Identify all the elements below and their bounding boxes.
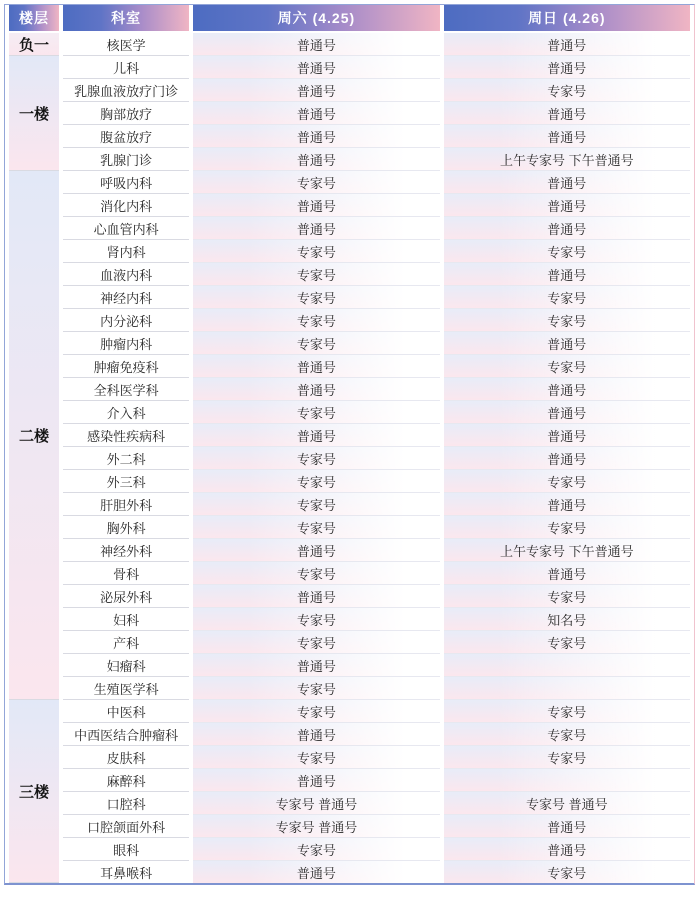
sunday-ticket-cell: 专家号 普通号 xyxy=(444,792,690,815)
sunday-ticket-cell: 普通号 xyxy=(444,102,690,125)
clinic-schedule-table xyxy=(4,4,695,885)
sunday-ticket-cell: 普通号 xyxy=(444,562,690,585)
sunday-ticket-cell: 知名号 xyxy=(444,608,690,631)
table-body xyxy=(9,33,690,883)
department-cell: 骨科 xyxy=(63,562,189,585)
header-saturday: 周六 (4.25) xyxy=(193,5,439,33)
saturday-ticket-cell: 专家号 xyxy=(193,746,439,769)
saturday-ticket-cell: 专家号 xyxy=(193,286,439,309)
sunday-ticket-cell: 专家号 xyxy=(444,861,690,883)
department-cell: 全科医学科 xyxy=(63,378,189,401)
department-cell: 乳腺门诊 xyxy=(63,148,189,171)
table-header xyxy=(9,5,690,33)
department-cell: 感染性疾病科 xyxy=(63,424,189,447)
saturday-ticket-cell: 普通号 xyxy=(193,56,439,79)
department-cell: 眼科 xyxy=(63,838,189,861)
department-cell: 中西医结合肿瘤科 xyxy=(63,723,189,746)
sunday-ticket-cell xyxy=(444,677,690,700)
table-row xyxy=(9,654,690,677)
department-cell: 外二科 xyxy=(63,447,189,470)
floor-label: 二楼 xyxy=(9,171,59,700)
department-cell: 消化内科 xyxy=(63,194,189,217)
floor-label: 一楼 xyxy=(9,56,59,171)
department-cell: 神经外科 xyxy=(63,539,189,562)
header-row xyxy=(9,5,690,33)
saturday-ticket-cell: 专家号 xyxy=(193,171,439,194)
sunday-ticket-cell: 专家号 xyxy=(444,286,690,309)
saturday-ticket-cell: 普通号 xyxy=(193,79,439,102)
sunday-ticket-cell: 专家号 xyxy=(444,723,690,746)
table-row xyxy=(9,769,690,792)
saturday-ticket-cell: 普通号 xyxy=(193,102,439,125)
department-cell: 耳鼻喉科 xyxy=(63,861,189,883)
department-cell: 呼吸内科 xyxy=(63,171,189,194)
saturday-ticket-cell: 普通号 xyxy=(193,654,439,677)
table-row xyxy=(9,401,690,424)
floor-label: 负一 xyxy=(9,33,59,56)
department-cell: 妇科 xyxy=(63,608,189,631)
saturday-ticket-cell: 普通号 xyxy=(193,148,439,171)
header-department: 科室 xyxy=(63,5,189,33)
table-row xyxy=(9,631,690,654)
sunday-ticket-cell: 普通号 xyxy=(444,217,690,240)
department-cell: 皮肤科 xyxy=(63,746,189,769)
department-cell: 心血管内科 xyxy=(63,217,189,240)
table-row xyxy=(9,700,690,723)
sunday-ticket-cell: 普通号 xyxy=(444,378,690,401)
table-row xyxy=(9,723,690,746)
sunday-ticket-cell xyxy=(444,654,690,677)
sunday-ticket-cell: 普通号 xyxy=(444,424,690,447)
table-row xyxy=(9,815,690,838)
saturday-ticket-cell: 专家号 xyxy=(193,447,439,470)
table-row xyxy=(9,746,690,769)
table-row xyxy=(9,240,690,263)
table-row xyxy=(9,585,690,608)
saturday-ticket-cell: 专家号 xyxy=(193,332,439,355)
department-cell: 口腔颌面外科 xyxy=(63,815,189,838)
table-row xyxy=(9,608,690,631)
sunday-ticket-cell: 普通号 xyxy=(444,194,690,217)
saturday-ticket-cell: 普通号 xyxy=(193,539,439,562)
sunday-ticket-cell: 普通号 xyxy=(444,263,690,286)
table-row xyxy=(9,424,690,447)
table-row xyxy=(9,792,690,815)
sunday-ticket-cell: 专家号 xyxy=(444,516,690,539)
department-cell: 儿科 xyxy=(63,56,189,79)
sunday-ticket-cell: 普通号 xyxy=(444,332,690,355)
saturday-ticket-cell: 普通号 xyxy=(193,378,439,401)
table-row xyxy=(9,217,690,240)
saturday-ticket-cell: 专家号 xyxy=(193,309,439,332)
table-row xyxy=(9,539,690,562)
department-cell: 胸部放疗 xyxy=(63,102,189,125)
department-cell: 泌尿外科 xyxy=(63,585,189,608)
department-cell: 肝胆外科 xyxy=(63,493,189,516)
floor-label: 三楼 xyxy=(9,700,59,883)
table-row xyxy=(9,309,690,332)
saturday-ticket-cell: 普通号 xyxy=(193,217,439,240)
table-row xyxy=(9,861,690,883)
department-cell: 胸外科 xyxy=(63,516,189,539)
header-sunday: 周日 (4.26) xyxy=(444,5,690,33)
department-cell: 妇瘤科 xyxy=(63,654,189,677)
saturday-ticket-cell: 专家号 xyxy=(193,608,439,631)
table-row xyxy=(9,79,690,102)
table-row xyxy=(9,355,690,378)
department-cell: 核医学 xyxy=(63,33,189,56)
saturday-ticket-cell: 普通号 xyxy=(193,33,439,56)
sunday-ticket-cell xyxy=(444,769,690,792)
saturday-ticket-cell: 普通号 xyxy=(193,424,439,447)
table-row xyxy=(9,378,690,401)
table-row xyxy=(9,33,690,56)
saturday-ticket-cell: 普通号 xyxy=(193,861,439,883)
saturday-ticket-cell: 专家号 普通号 xyxy=(193,815,439,838)
table-row xyxy=(9,56,690,79)
header-floor: 楼层 xyxy=(9,5,59,33)
sunday-ticket-cell: 专家号 xyxy=(444,240,690,263)
saturday-ticket-cell: 专家号 xyxy=(193,677,439,700)
sunday-ticket-cell: 专家号 xyxy=(444,355,690,378)
saturday-ticket-cell: 专家号 xyxy=(193,700,439,723)
saturday-ticket-cell: 普通号 xyxy=(193,723,439,746)
department-cell: 中医科 xyxy=(63,700,189,723)
sunday-ticket-cell: 普通号 xyxy=(444,33,690,56)
sunday-ticket-cell: 普通号 xyxy=(444,815,690,838)
department-cell: 麻醉科 xyxy=(63,769,189,792)
saturday-ticket-cell: 专家号 xyxy=(193,838,439,861)
table-row xyxy=(9,102,690,125)
saturday-ticket-cell: 普通号 xyxy=(193,194,439,217)
department-cell: 肿瘤免疫科 xyxy=(63,355,189,378)
sunday-ticket-cell: 普通号 xyxy=(444,493,690,516)
saturday-ticket-cell: 专家号 xyxy=(193,516,439,539)
sunday-ticket-cell: 专家号 xyxy=(444,700,690,723)
sunday-ticket-cell: 普通号 xyxy=(444,838,690,861)
table-row xyxy=(9,125,690,148)
saturday-ticket-cell: 专家号 xyxy=(193,401,439,424)
saturday-ticket-cell: 普通号 xyxy=(193,769,439,792)
table-row xyxy=(9,286,690,309)
sunday-ticket-cell: 上午专家号 下午普通号 xyxy=(444,539,690,562)
table-row xyxy=(9,332,690,355)
sunday-ticket-cell: 普通号 xyxy=(444,447,690,470)
saturday-ticket-cell: 普通号 xyxy=(193,585,439,608)
table-row xyxy=(9,493,690,516)
sunday-ticket-cell: 专家号 xyxy=(444,746,690,769)
table-row xyxy=(9,194,690,217)
table-row xyxy=(9,562,690,585)
table-row xyxy=(9,838,690,861)
department-cell: 产科 xyxy=(63,631,189,654)
sunday-ticket-cell: 专家号 xyxy=(444,631,690,654)
department-cell: 生殖医学科 xyxy=(63,677,189,700)
sunday-ticket-cell: 专家号 xyxy=(444,470,690,493)
table-row xyxy=(9,470,690,493)
saturday-ticket-cell: 专家号 xyxy=(193,263,439,286)
table-row xyxy=(9,447,690,470)
department-cell: 神经内科 xyxy=(63,286,189,309)
department-cell: 肿瘤内科 xyxy=(63,332,189,355)
department-cell: 内分泌科 xyxy=(63,309,189,332)
department-cell: 腹盆放疗 xyxy=(63,125,189,148)
saturday-ticket-cell: 专家号 xyxy=(193,562,439,585)
sunday-ticket-cell: 普通号 xyxy=(444,125,690,148)
saturday-ticket-cell: 专家号 xyxy=(193,631,439,654)
table-row xyxy=(9,148,690,171)
department-cell: 乳腺血液放疗门诊 xyxy=(63,79,189,102)
saturday-ticket-cell: 专家号 普通号 xyxy=(193,792,439,815)
department-cell: 外三科 xyxy=(63,470,189,493)
sunday-ticket-cell: 专家号 xyxy=(444,79,690,102)
department-cell: 肾内科 xyxy=(63,240,189,263)
saturday-ticket-cell: 专家号 xyxy=(193,240,439,263)
table-row xyxy=(9,263,690,286)
saturday-ticket-cell: 专家号 xyxy=(193,470,439,493)
table-row xyxy=(9,516,690,539)
department-cell: 介入科 xyxy=(63,401,189,424)
sunday-ticket-cell: 普通号 xyxy=(444,401,690,424)
saturday-ticket-cell: 普通号 xyxy=(193,125,439,148)
sunday-ticket-cell: 普通号 xyxy=(444,56,690,79)
sunday-ticket-cell: 专家号 xyxy=(444,309,690,332)
table-row xyxy=(9,171,690,194)
saturday-ticket-cell: 普通号 xyxy=(193,355,439,378)
table-row xyxy=(9,677,690,700)
sunday-ticket-cell: 普通号 xyxy=(444,171,690,194)
saturday-ticket-cell: 专家号 xyxy=(193,493,439,516)
sunday-ticket-cell: 专家号 xyxy=(444,585,690,608)
sunday-ticket-cell: 上午专家号 下午普通号 xyxy=(444,148,690,171)
department-cell: 口腔科 xyxy=(63,792,189,815)
department-cell: 血液内科 xyxy=(63,263,189,286)
